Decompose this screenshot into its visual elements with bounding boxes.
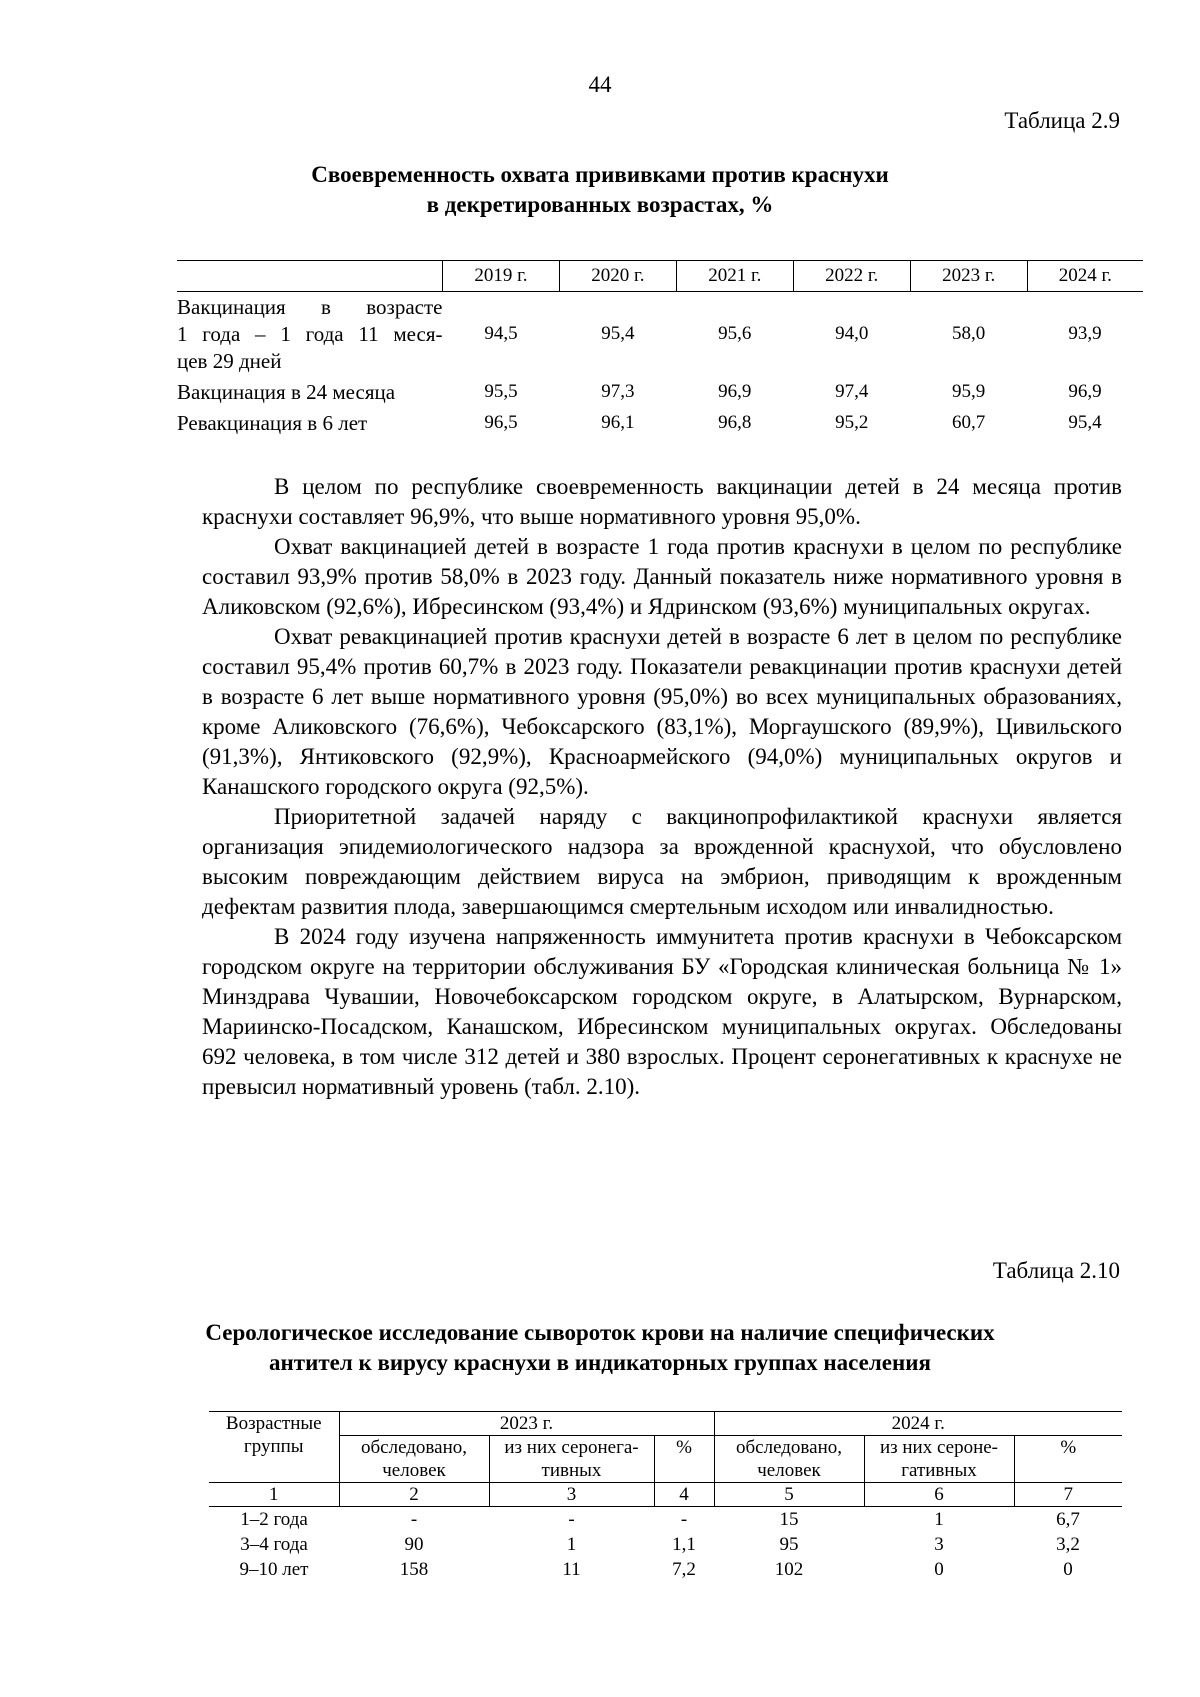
table-cell: 1 bbox=[566, 1534, 577, 1555]
table-cell: 96,9 bbox=[1068, 381, 1102, 402]
year-header: 2019 г. bbox=[443, 261, 560, 292]
row-label: Вакцинация в 24 месяца bbox=[177, 379, 396, 404]
table-cell: 95,2 bbox=[835, 412, 869, 433]
header-line: Возрастные bbox=[225, 1413, 322, 1434]
age-group-cell: 1–2 года bbox=[240, 1509, 308, 1530]
column-number: 2 bbox=[339, 1483, 489, 1507]
table-title bbox=[80, 1318, 1120, 1378]
examined-header bbox=[714, 1436, 864, 1483]
table-cell: 58,0 bbox=[952, 323, 986, 344]
table-cell: 95,4 bbox=[601, 323, 635, 344]
table-cell: 6,7 bbox=[1056, 1509, 1080, 1530]
header-line: из них серонега- bbox=[504, 1437, 639, 1458]
table-cell: 95 bbox=[779, 1534, 799, 1555]
table-title bbox=[80, 160, 1120, 220]
percent-header: % bbox=[654, 1436, 714, 1483]
table-header-row bbox=[209, 1436, 1122, 1483]
seronegative-header bbox=[864, 1436, 1014, 1483]
table-cell: 158 bbox=[399, 1559, 429, 1580]
row-label-line: цев 29 дней bbox=[177, 348, 282, 373]
column-number: 6 bbox=[864, 1483, 1014, 1507]
table-cell: 0 bbox=[934, 1559, 944, 1580]
header-line: группы bbox=[243, 1436, 304, 1457]
year-header: 2023 г. bbox=[339, 1412, 714, 1436]
header-line: человек bbox=[382, 1460, 446, 1481]
table-cell: 95,9 bbox=[952, 381, 986, 402]
table-cell: 95,5 bbox=[484, 381, 518, 402]
examined-header bbox=[339, 1436, 489, 1483]
page-number: 44 bbox=[588, 72, 612, 97]
table-header-row bbox=[177, 261, 1143, 292]
serology-table bbox=[209, 1411, 1122, 1582]
year-header: 2021 г. bbox=[676, 261, 793, 292]
column-number: 1 bbox=[209, 1483, 339, 1507]
year-header: 2020 г. bbox=[559, 261, 676, 292]
table-cell: 0 bbox=[1063, 1559, 1073, 1580]
table-cell: 93,9 bbox=[1068, 323, 1102, 344]
table-cell: - bbox=[568, 1509, 575, 1530]
column-number: 7 bbox=[1014, 1483, 1122, 1507]
row-label bbox=[177, 292, 443, 377]
table-cell: 1 bbox=[934, 1509, 944, 1530]
table-row bbox=[177, 408, 1143, 438]
table-cell: 1,1 bbox=[672, 1534, 696, 1555]
body-text bbox=[202, 472, 1122, 1102]
table-cell: 102 bbox=[774, 1559, 804, 1580]
paragraph: Приоритетной задачей наряду с вакцинопрофилактикой краснухи является организация эпидемиологического надзора за врожденной краснухой, что обусловлено высоким повреждающим действием вируса на эмбрион, приводящим к врожденным дефектам развития плода, завершающимся смертельным исходом или инвалидностью. bbox=[202, 804, 1122, 919]
table-caption: Таблица 2.9 bbox=[1004, 108, 1120, 133]
header-line: человек bbox=[757, 1460, 821, 1481]
table-row bbox=[177, 292, 1143, 377]
header-line: обследовано, bbox=[735, 1437, 842, 1458]
table-cell: 90 bbox=[404, 1534, 424, 1555]
percent-header: % bbox=[1060, 1437, 1077, 1458]
year-header: 2022 г. bbox=[793, 261, 910, 292]
vaccination-table bbox=[177, 260, 1143, 438]
table-cell: 95,4 bbox=[1068, 412, 1102, 433]
table-title-line: Своевременность охвата прививками против краснухи bbox=[311, 162, 889, 187]
year-header: 2024 г. bbox=[1027, 261, 1143, 292]
column-number: 3 bbox=[489, 1483, 654, 1507]
table-title-line: антител к вирусу краснухи в индикаторных группах населения bbox=[269, 1350, 931, 1375]
table-cell: 3,2 bbox=[1056, 1534, 1080, 1555]
header-line: тивных bbox=[541, 1460, 602, 1481]
age-group-cell: 3–4 года bbox=[240, 1534, 308, 1555]
row-label-line: Вакцинация в возрасте bbox=[177, 294, 443, 319]
table-title-line: в декретированных возрастах, % bbox=[426, 192, 774, 217]
table-cell: 95,6 bbox=[718, 323, 752, 344]
table-cell: 97,3 bbox=[601, 381, 635, 402]
table-row bbox=[209, 1557, 1122, 1582]
age-group-header bbox=[209, 1412, 339, 1483]
header-line: из них сероне- bbox=[879, 1437, 999, 1458]
table-cell: 60,7 bbox=[952, 412, 986, 433]
paragraph: Охват ревакцинацией против краснухи детей в возрасте 6 лет в целом по республике составил 95,4% против 60,7% в 2023 году. Показатели ревакцинации против краснухи детей в возрасте 6 лет выше нормативного уровня (95,0%) во всех муниципальных образованиях, кроме Аликовского (76,6%), Чебоксарского (83,1%), Моргаушского (89,9%), Цивильского (91,3%), Янтиковского (92,9%), Красноармейского (94,0%) муниципальных округов и Канашского городского округа (92,5%). bbox=[202, 624, 1122, 799]
table-row bbox=[209, 1532, 1122, 1557]
column-number: 4 bbox=[654, 1483, 714, 1507]
table-header-row bbox=[209, 1412, 1122, 1436]
table-caption: Таблица 2.10 bbox=[992, 1258, 1120, 1283]
age-group-cell: 9–10 лет bbox=[239, 1559, 309, 1580]
table-title-line: Серологическое исследование сывороток крови на наличие специфических bbox=[205, 1320, 995, 1345]
table-cell: 97,4 bbox=[835, 381, 869, 402]
header-line: обследовано, bbox=[360, 1437, 467, 1458]
paragraph: В 2024 году изучена напряженность иммунитета против краснухи в Чебоксарском городском округе на территории обслуживания БУ «Городская клиническая больница № 1» Минздрава Чувашии, Новочебоксарском городском округе, в Алатырском, Вурнарском, Мариинско-Посадском, Канашском, Ибресинском муниципальных округах. Обследованы 692 человека, в том числе 312 детей и 380 взрослых. Процент серонегативных к краснухе не превысил нормативный уровень (табл. 2.10). bbox=[202, 924, 1122, 1099]
table-cell: 96,8 bbox=[718, 412, 752, 433]
table-cell: 15 bbox=[779, 1509, 799, 1530]
table-cell: 94,0 bbox=[835, 323, 869, 344]
header-empty-cell bbox=[177, 261, 443, 292]
table-cell: - bbox=[410, 1509, 418, 1530]
year-header: 2024 г. bbox=[714, 1412, 1122, 1436]
seronegative-header bbox=[489, 1436, 654, 1483]
table-cell: 7,2 bbox=[672, 1559, 696, 1580]
row-label: Ревакцинация в 6 лет bbox=[177, 410, 368, 435]
table-cell: 11 bbox=[562, 1559, 581, 1580]
header-line: гативных bbox=[901, 1460, 977, 1481]
paragraph: Охват вакцинацией детей в возрасте 1 года против краснухи в целом по республике составил 93,9% против 58,0% в 2023 году. Данный показатель ниже нормативного уровня в Аликовском (92,6%), Ибресинском (93,4%) и Ядринском (93,6%) муниципальных округах. bbox=[202, 534, 1122, 619]
table-row bbox=[177, 376, 1143, 408]
table-cell: 96,5 bbox=[484, 412, 518, 433]
table-cell: 96,1 bbox=[601, 412, 635, 433]
table-cell: 94,5 bbox=[484, 323, 518, 344]
table-cell: 3 bbox=[934, 1534, 944, 1555]
column-number-row bbox=[209, 1483, 1122, 1507]
table-row bbox=[209, 1507, 1122, 1533]
paragraph: В целом по республике своевременность вакцинации детей в 24 месяца против краснухи составляет 96,9%, что выше нормативного уровня 95,0%. bbox=[202, 474, 1122, 529]
column-number: 5 bbox=[714, 1483, 864, 1507]
table-cell: 96,9 bbox=[718, 381, 752, 402]
year-header: 2023 г. bbox=[910, 261, 1027, 292]
row-label-line: 1 года – 1 года 11 меся- bbox=[177, 321, 443, 346]
table-cell: - bbox=[680, 1509, 688, 1530]
